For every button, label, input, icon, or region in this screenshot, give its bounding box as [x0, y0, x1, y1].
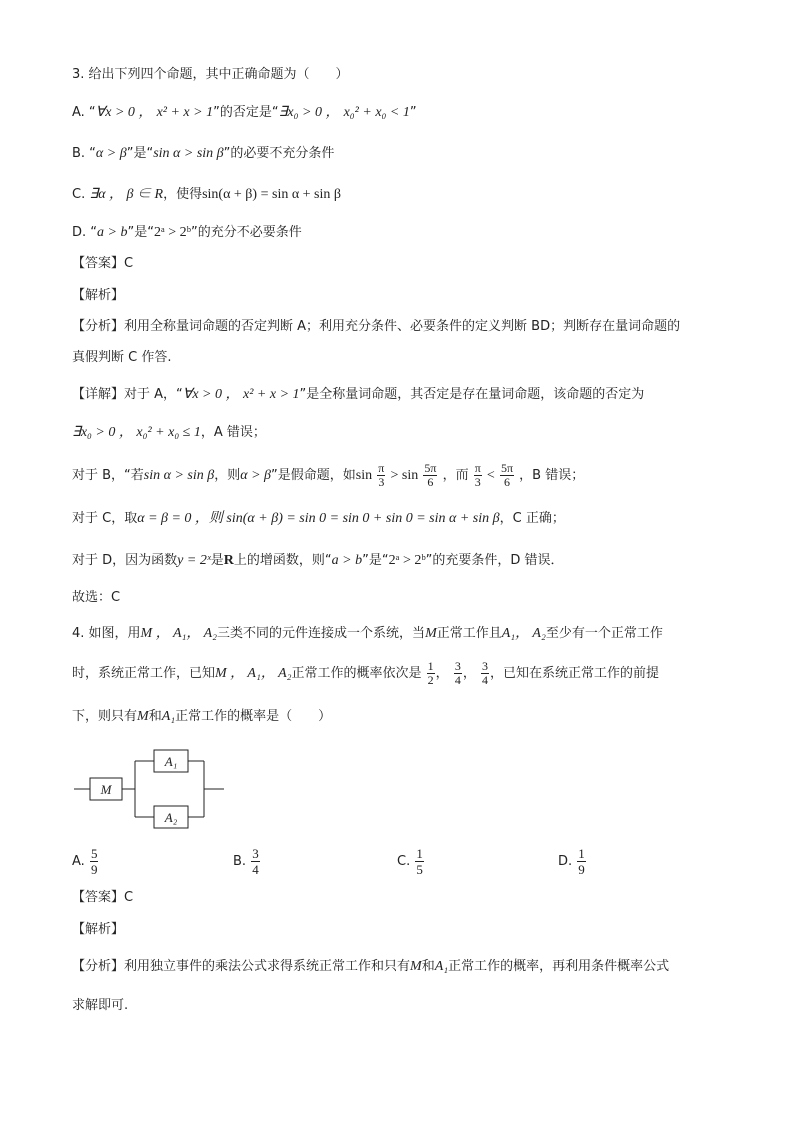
q3-option-c: C. ∃α ， β ∈ R，使得sin(α + β) = sin α + sin β	[72, 187, 342, 202]
q4-stem-line3: 下，则只有M和A₁正常工作的概率是（ ）	[72, 709, 332, 724]
circuit-diagram	[70, 744, 230, 836]
q4-answer: 【答案】C	[72, 890, 134, 905]
diagram-label-a2: A₂	[164, 810, 178, 825]
q4-analysis-heading: 【解析】	[72, 922, 125, 937]
q4-fenxi-line2: 求解即可.	[72, 998, 129, 1013]
q3-answer: 【答案】C	[72, 256, 134, 271]
q3-stem: 3. 给出下列四个命题，其中正确命题为（ ）	[72, 67, 349, 82]
q3-detail-line3: 对于 B，“若sin α > sin β，则α > β”是假命题，如sin $\frac{\pi}{3}$ > sin $\frac{5\pi}{6}$ ，而 $\frac{\pi}{3}$ < $\frac{5\pi}{6}$ ，B 错误；	[72, 461, 585, 489]
diagram-label-m: M	[100, 782, 112, 797]
q4-fenxi-line1: 【分析】利用独立事件的乘法公式求得系统正常工作和只有M和A₁正常工作的概率，再利用条件概率公式	[72, 959, 670, 974]
q3-detail-line2: ∃x₀ > 0 ， x₀² + x₀ ≤ 1，A 错误；	[72, 425, 266, 440]
q4-option-a: A. $\frac{5}{9}$	[72, 846, 98, 877]
diagram-label-a1: A₁	[164, 754, 178, 769]
q3-final-choice: 故选：C	[72, 590, 121, 605]
q3-detail-line4: 对于 C，取α = β = 0 ，则 sin(α + β) = sin 0 = sin 0 + sin 0 = sin α + sin β，C 正确；	[72, 511, 565, 526]
q3-fenxi-line2: 真假判断 C 作答.	[72, 350, 172, 365]
q3-analysis-heading: 【解析】	[72, 288, 125, 303]
q3-detail-line5: 对于 D，因为函数y = 2ˣ是R上的增函数，则“a > b”是“2ᵃ > 2ᵇ”的充要条件，D 错误．	[72, 553, 564, 568]
q3-option-b: B. “α > β”是“sin α > sin β”的必要不充分条件	[72, 146, 335, 161]
q3-detail-line1: 【详解】对于 A，“∀x > 0 ， x² + x > 1”是全称量词命题，其否定是存在量词命题，该命题的否定为	[72, 387, 645, 402]
q4-stem-line2: 时，系统正常工作，已知M ， A₁， A₂正常工作的概率依次是 $\frac{1}{2}$ ， $\frac{3}{4}$ ， $\frac{3}{4}$ ，已知在系统正常工作的前提	[72, 659, 659, 687]
q3-fenxi-line1: 【分析】利用全称量词命题的否定判断 A；利用充分条件、必要条件的定义判断 BD；判断存在量词命题的	[72, 319, 681, 334]
q4-stem-line1: 4. 如图，用M ， A₁， A₂三类不同的元件连接成一个系统，当M正常工作且A₁， A₂至少有一个正常工作	[72, 626, 663, 641]
q3-option-a: A. “∀x > 0 ， x² + x > 1”的否定是“∃x₀ > 0 ， x₀² + x₀ < 1”	[72, 105, 417, 120]
q4-option-c: C. $\frac{1}{5}$	[397, 846, 423, 877]
q4-option-b: B. $\frac{3}{4}$	[233, 846, 259, 877]
q4-option-d: D. $\frac{1}{9}$	[558, 846, 585, 877]
q3-option-d: D. “a > b”是“2ᵃ > 2ᵇ”的充分不必要条件	[72, 225, 302, 240]
